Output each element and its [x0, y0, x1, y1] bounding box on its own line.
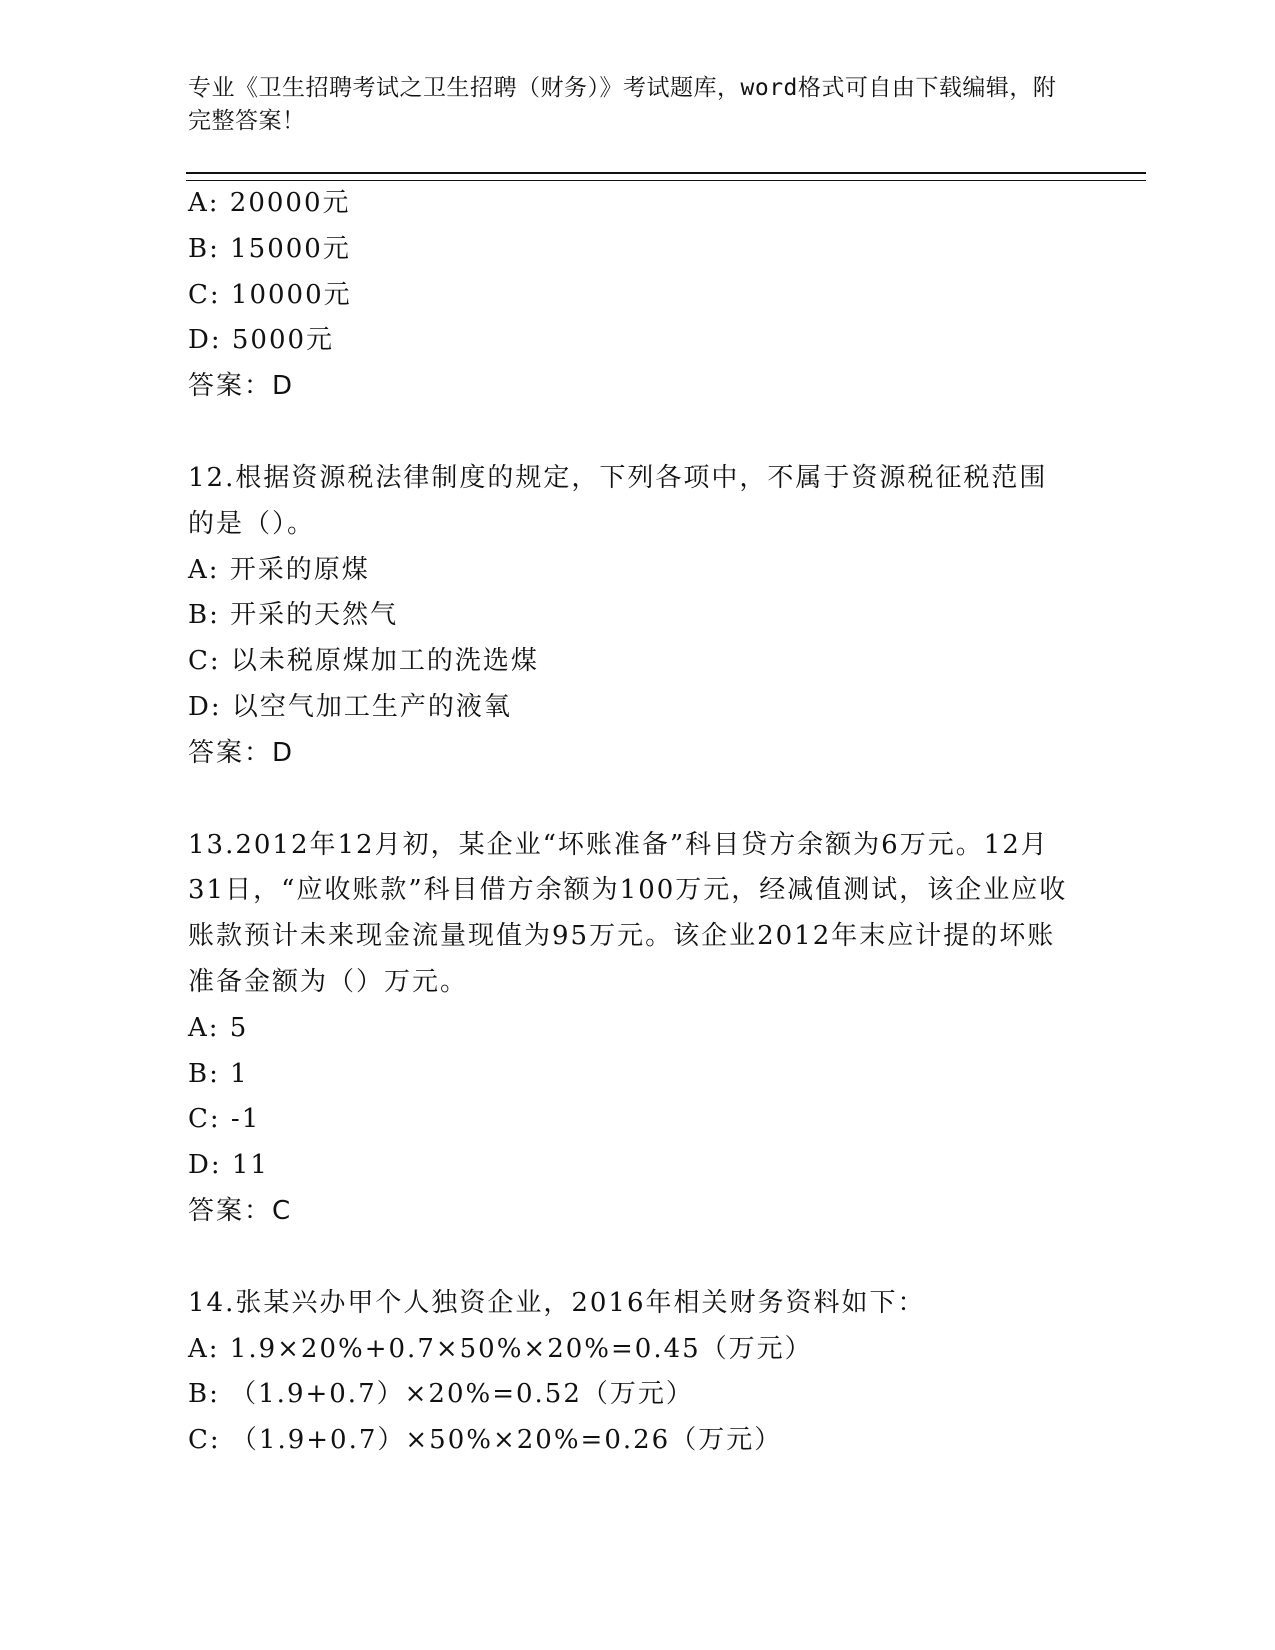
option-d: D: 11 — [188, 1150, 269, 1181]
option-c: C: 以未税原煤加工的洗选煤 — [188, 646, 539, 677]
document-page — [188, 72, 1148, 1464]
answer: 答案：D — [188, 737, 295, 768]
document-header: 专业《卫生招聘考试之卫生招聘（财务）》考试题库，word格式可自由下载编辑，附完整答案！ — [188, 75, 1057, 134]
question-12 — [188, 456, 1148, 777]
question-14 — [188, 1281, 1148, 1464]
option-c: C: -1 — [188, 1104, 261, 1135]
question-stem: 12.根据资源税法律制度的规定，下列各项中，不属于资源税征税范围的是（）。 — [188, 462, 1048, 539]
option-a: A: 开采的原煤 — [188, 554, 370, 585]
option-d: D: 以空气加工生产的液氧 — [188, 691, 512, 722]
option-b: B: 1 — [188, 1058, 249, 1089]
option-a: A: 5 — [188, 1012, 249, 1043]
option-a: A: 1.9×20%+0.7×50%×20%=0.45（万元） — [188, 1333, 813, 1364]
header-divider — [186, 172, 1146, 181]
question-13 — [188, 823, 1148, 1235]
option-c: C: （1.9+0.7）×50%×20%=0.26（万元） — [188, 1425, 783, 1456]
answer: 答案：D — [188, 371, 295, 402]
option-d: D: 5000元 — [188, 325, 335, 356]
option-b: B: 15000元 — [188, 233, 351, 264]
option-b: B: 开采的天然气 — [188, 600, 399, 631]
question-11 — [188, 181, 1148, 410]
option-a: A: 20000元 — [188, 188, 351, 218]
answer: 答案：C — [188, 1195, 293, 1226]
question-stem: 13.2012年12月初，某企业“坏账准备”科目贷方余额为6万元。12月31日，“应收账款”科目借方余额为100万元，经减值测试，该企业应收账款预计未来现金流量现值为95万元。该企业2012年末应计提的坏账准备金额为（）万元。 — [188, 829, 1068, 997]
option-c: C: 10000元 — [188, 279, 352, 310]
option-b: B: （1.9+0.7）×20%=0.52（万元） — [188, 1379, 694, 1410]
question-stem: 14.张某兴办甲个人独资企业，2016年相关财务资料如下： — [188, 1287, 926, 1318]
